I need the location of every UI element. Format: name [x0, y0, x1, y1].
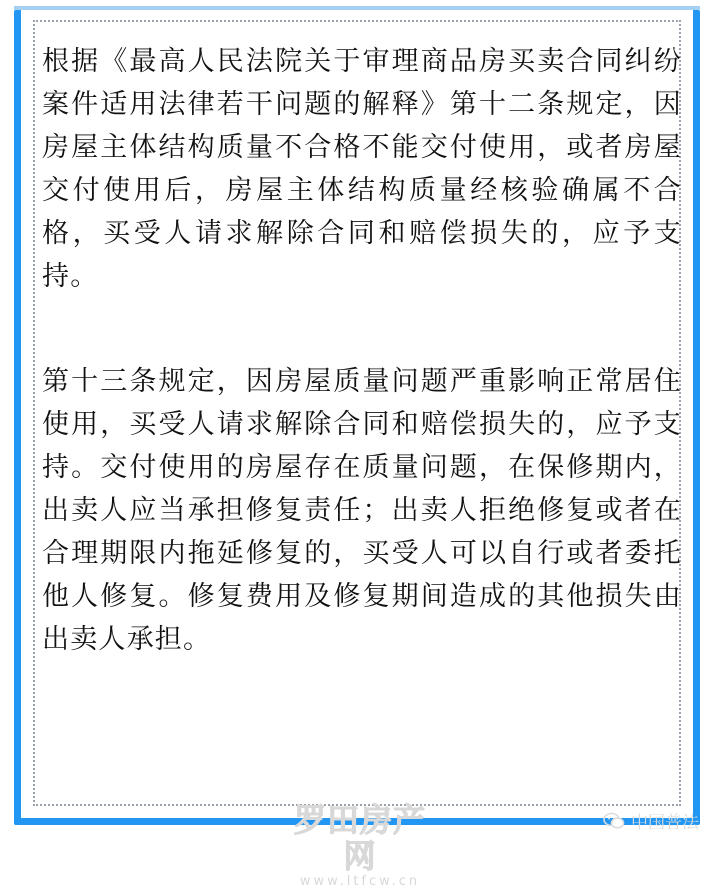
watermark-site-url: www.ltfcw.cn: [299, 874, 421, 889]
paragraph-gap: [42, 298, 682, 360]
article-body: [42, 40, 682, 661]
paragraph-article-13: 第十三条规定，因房屋质量问题严重影响正常居住使用，买受人请求解除合同和赔偿损失的，应予支持。交付使用的房屋存在质量问题，在保修期内，出卖人应当承担修复责任；出卖人拒绝修复或者在合理期限内拖延修复的，买受人可以自行或者委托他人修复。修复费用及修复期间造成的其他损失由出卖人承担。: [42, 366, 682, 655]
paragraph-article-12: 根据《最高人民法院关于审理商品房买卖合同纠纷案件适用法律若干问题的解释》第十二条规定，因房屋主体结构质量不合格不能交付使用，或者房屋交付使用后，房屋主体结构质量经核验确属不合格，买受人请求解除合同和赔偿损失的，应予支持。: [42, 46, 682, 292]
wechat-icon: [603, 812, 625, 830]
wechat-watermark: [603, 808, 699, 833]
site-watermark: [280, 802, 440, 890]
watermark-site-name: 罗田房产网: [293, 801, 426, 875]
wechat-account-name: 中国普法: [631, 813, 699, 833]
